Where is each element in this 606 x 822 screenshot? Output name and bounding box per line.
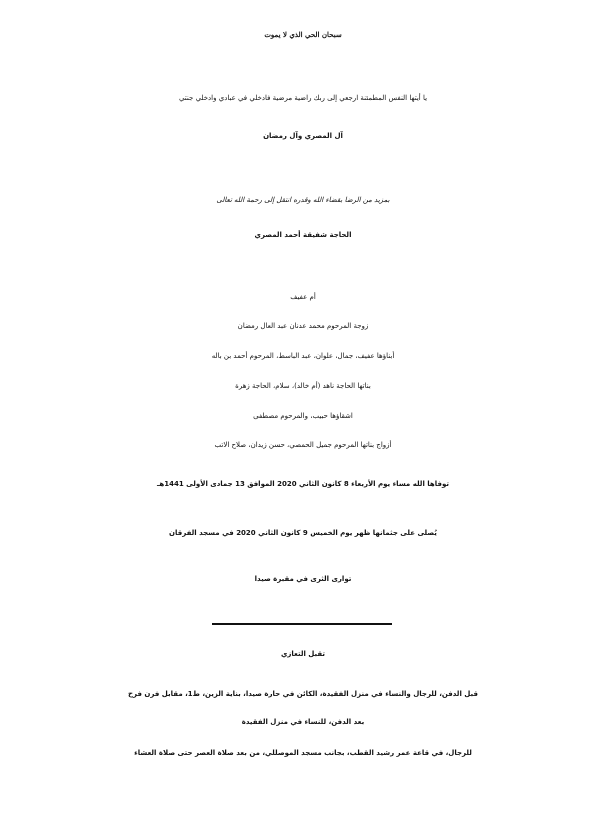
prayer-info: يُصلى على جثمانها ظهر يوم الخميس 9 كانون الثاني 2020 في مسجد الفرقان: [169, 529, 437, 537]
condolence-line: بعد الدفن، للنساء في منزل الفقيدة: [241, 718, 365, 726]
relation-line: أبناؤها عفيف، جمال، علوان، عبد الباسط، المرحوم أحمد بن باله: [211, 352, 395, 360]
deceased-name: الحاجة شفيقة أحمد المصري: [254, 231, 352, 239]
relation-line: زوجة المرحوم محمد عدنان عبد العال رمضان: [237, 322, 369, 330]
relation-line: أم عفيف: [290, 293, 316, 301]
condolence-line: للرجال، في قاعة عمر رشيد القطب، بجانب مسجد الموصللي، من بعد صلاة العصر حتى صلاة العشاء: [134, 749, 472, 757]
families-title: آل المصري وآل رمضان: [263, 132, 343, 140]
relation-line: أزواج بناتها المرحوم جميل الحمصي، حسن زيدان، صلاح الاتب: [214, 441, 392, 449]
burial-info: توارى الثرى في مقبرة صيدا: [254, 575, 352, 583]
condolence-line: قبل الدفن، للرجال والنساء في منزل الفقيدة، الكائن في حارة صيدا، بناية الزين، ط1، مقابل فرن فرح: [128, 690, 478, 698]
relation-line: اشقاؤها حبيب، والمرحوم مصطفى: [253, 412, 353, 420]
notice-heading: سبحان الحي الذي لا يموت: [264, 30, 342, 39]
condolences-title: تقبل التعازي: [280, 650, 326, 658]
section-divider: [212, 623, 392, 625]
death-date: توفاها الله مساء يوم الأربعاء 8 كانون الثاني 2020 الموافق 13 جمادى الأولى 1441هـ: [157, 480, 449, 488]
announcement-line: بمزيد من الرضا بقضاء الله وقدره انتقل إلى رحمة الله تعالى: [216, 196, 390, 204]
relation-line: بناتها الحاجة ناهد (أم خالد)، سلام، الحاجة زهرة: [235, 382, 371, 390]
quran-verse: يا أيتها النفس المطمئنة ارجعي إلى ربك راضية مرضية فادخلي في عبادي وادخلي جنتي: [178, 94, 428, 102]
